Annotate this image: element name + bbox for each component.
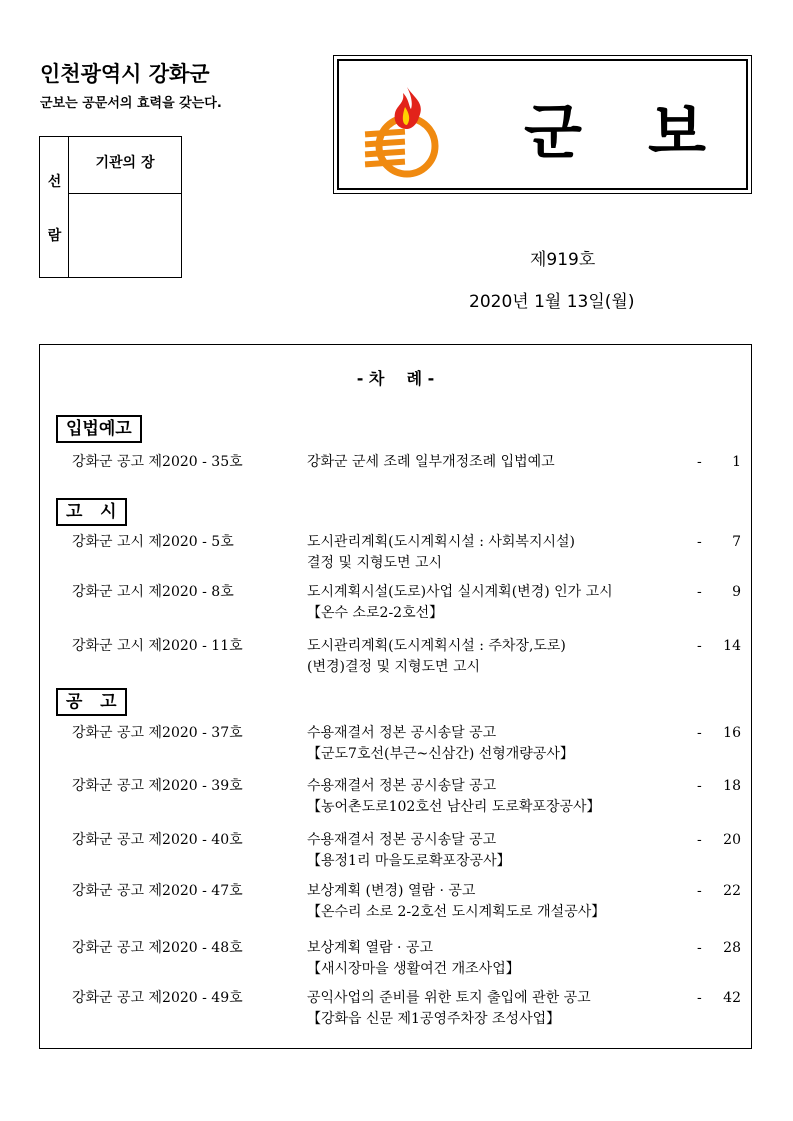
entry-dash: - [697, 638, 702, 654]
entry-title: 도시관리계획(도시계획시설 : 사회복지시설) [307, 534, 575, 550]
entry-title: 수용재결서 정본 공시송달 공고 [307, 725, 497, 741]
entry-page: 18 [723, 778, 741, 794]
entry-number: 강화군 공고 제2020 - 48호 [72, 940, 243, 956]
entry-title-line-2: 【온수 소로2-2호선】 [307, 605, 444, 621]
entry-number: 강화군 공고 제2020 - 49호 [72, 990, 243, 1006]
masthead-title: 군보 [524, 98, 772, 168]
entry-number: 강화군 공고 제2020 - 37호 [72, 725, 243, 741]
entry-title: 보상계획 열람 · 공고 [307, 940, 433, 956]
entry-title: 도시관리계획(도시계획시설 : 주차장,도로) [307, 638, 566, 654]
county-logo-icon [359, 81, 449, 181]
entry-title: 수용재결서 정본 공시송달 공고 [307, 778, 497, 794]
entry-number: 강화군 고시 제2020 - 5호 [72, 534, 234, 550]
entry-page: 1 [732, 454, 741, 470]
entry-title-line-2: 결정 및 지형도면 고시 [307, 555, 443, 571]
entry-title: 도시계획시설(도로)사업 실시계획(변경) 인가 고시 [307, 584, 613, 600]
entry-title: 강화군 군세 조례 일부개정조례 입법예고 [307, 454, 555, 470]
entry-title-line-2: (변경)결정 및 지형도면 고시 [307, 659, 481, 675]
entry-page: 7 [732, 534, 741, 550]
approval-side-label-1: 선 [47, 174, 62, 190]
approval-header: 기관의 장 [69, 137, 181, 194]
entry-page: 9 [732, 584, 741, 600]
entry-title-line-2: 【농어촌도로102호선 남산리 도로확포장공사】 [307, 799, 601, 815]
entry-number: 강화군 공고 제2020 - 47호 [72, 883, 243, 899]
entry-number: 강화군 고시 제2020 - 8호 [72, 584, 234, 600]
entry-dash: - [697, 725, 702, 741]
entry-title-line-2: 【새시장마을 생활여건 개조사업】 [307, 961, 520, 977]
entry-number: 강화군 공고 제2020 - 39호 [72, 778, 243, 794]
approval-side-label-2: 람 [47, 228, 62, 244]
entry-title: 수용재결서 정본 공시송달 공고 [307, 832, 497, 848]
approval-box [39, 136, 182, 278]
entry-title-line-2: 【강화읍 신문 제1공영주차장 조성사업】 [307, 1011, 561, 1027]
bulletin-subtitle: 군보는 공문서의 효력을 갖는다. [40, 96, 222, 111]
masthead [333, 55, 772, 194]
entry-page: 14 [723, 638, 741, 654]
entry-page: 42 [723, 990, 741, 1006]
masthead-frame [337, 59, 772, 190]
entry-title: 공익사업의 준비를 위한 토지 출입에 관한 공고 [307, 990, 591, 1006]
section-label: 입법예고 [56, 415, 142, 443]
entry-title-line-2: 【용정1리 마을도로확포장공사】 [307, 853, 511, 869]
entry-title-line-2: 【군도7호선(부근~신삼간) 선형개량공사】 [307, 746, 574, 762]
entry-title: 보상계획 (변경) 열람 · 공고 [307, 883, 476, 899]
entry-dash: - [697, 454, 702, 470]
issue-number: 제919호 [530, 250, 596, 270]
entry-dash: - [697, 778, 702, 794]
entry-dash: - [697, 832, 702, 848]
section-label: 공 고 [56, 688, 127, 716]
entry-dash: - [697, 990, 702, 1006]
entry-number: 강화군 공고 제2020 - 35호 [72, 454, 243, 470]
entry-page: 28 [723, 940, 741, 956]
entry-page: 16 [723, 725, 741, 741]
organization-name: 인천광역시 강화군 [40, 62, 210, 86]
entry-title-line-2: 【온수리 소로 2-2호선 도시계획도로 개설공사】 [307, 904, 606, 920]
entry-dash: - [697, 883, 702, 899]
entry-dash: - [697, 534, 702, 550]
entry-page: 22 [723, 883, 741, 899]
table-of-contents [39, 344, 752, 1049]
toc-title: - 차 례 - [356, 369, 435, 388]
approval-side-column [40, 137, 69, 277]
entry-dash: - [697, 940, 702, 956]
entry-page: 20 [723, 832, 741, 848]
entry-number: 강화군 공고 제2020 - 40호 [72, 832, 243, 848]
publication-date: 2020년 1월 13일(월) [469, 292, 635, 312]
entry-dash: - [697, 584, 702, 600]
section-label: 고 시 [56, 498, 127, 526]
entry-number: 강화군 고시 제2020 - 11호 [72, 638, 243, 654]
